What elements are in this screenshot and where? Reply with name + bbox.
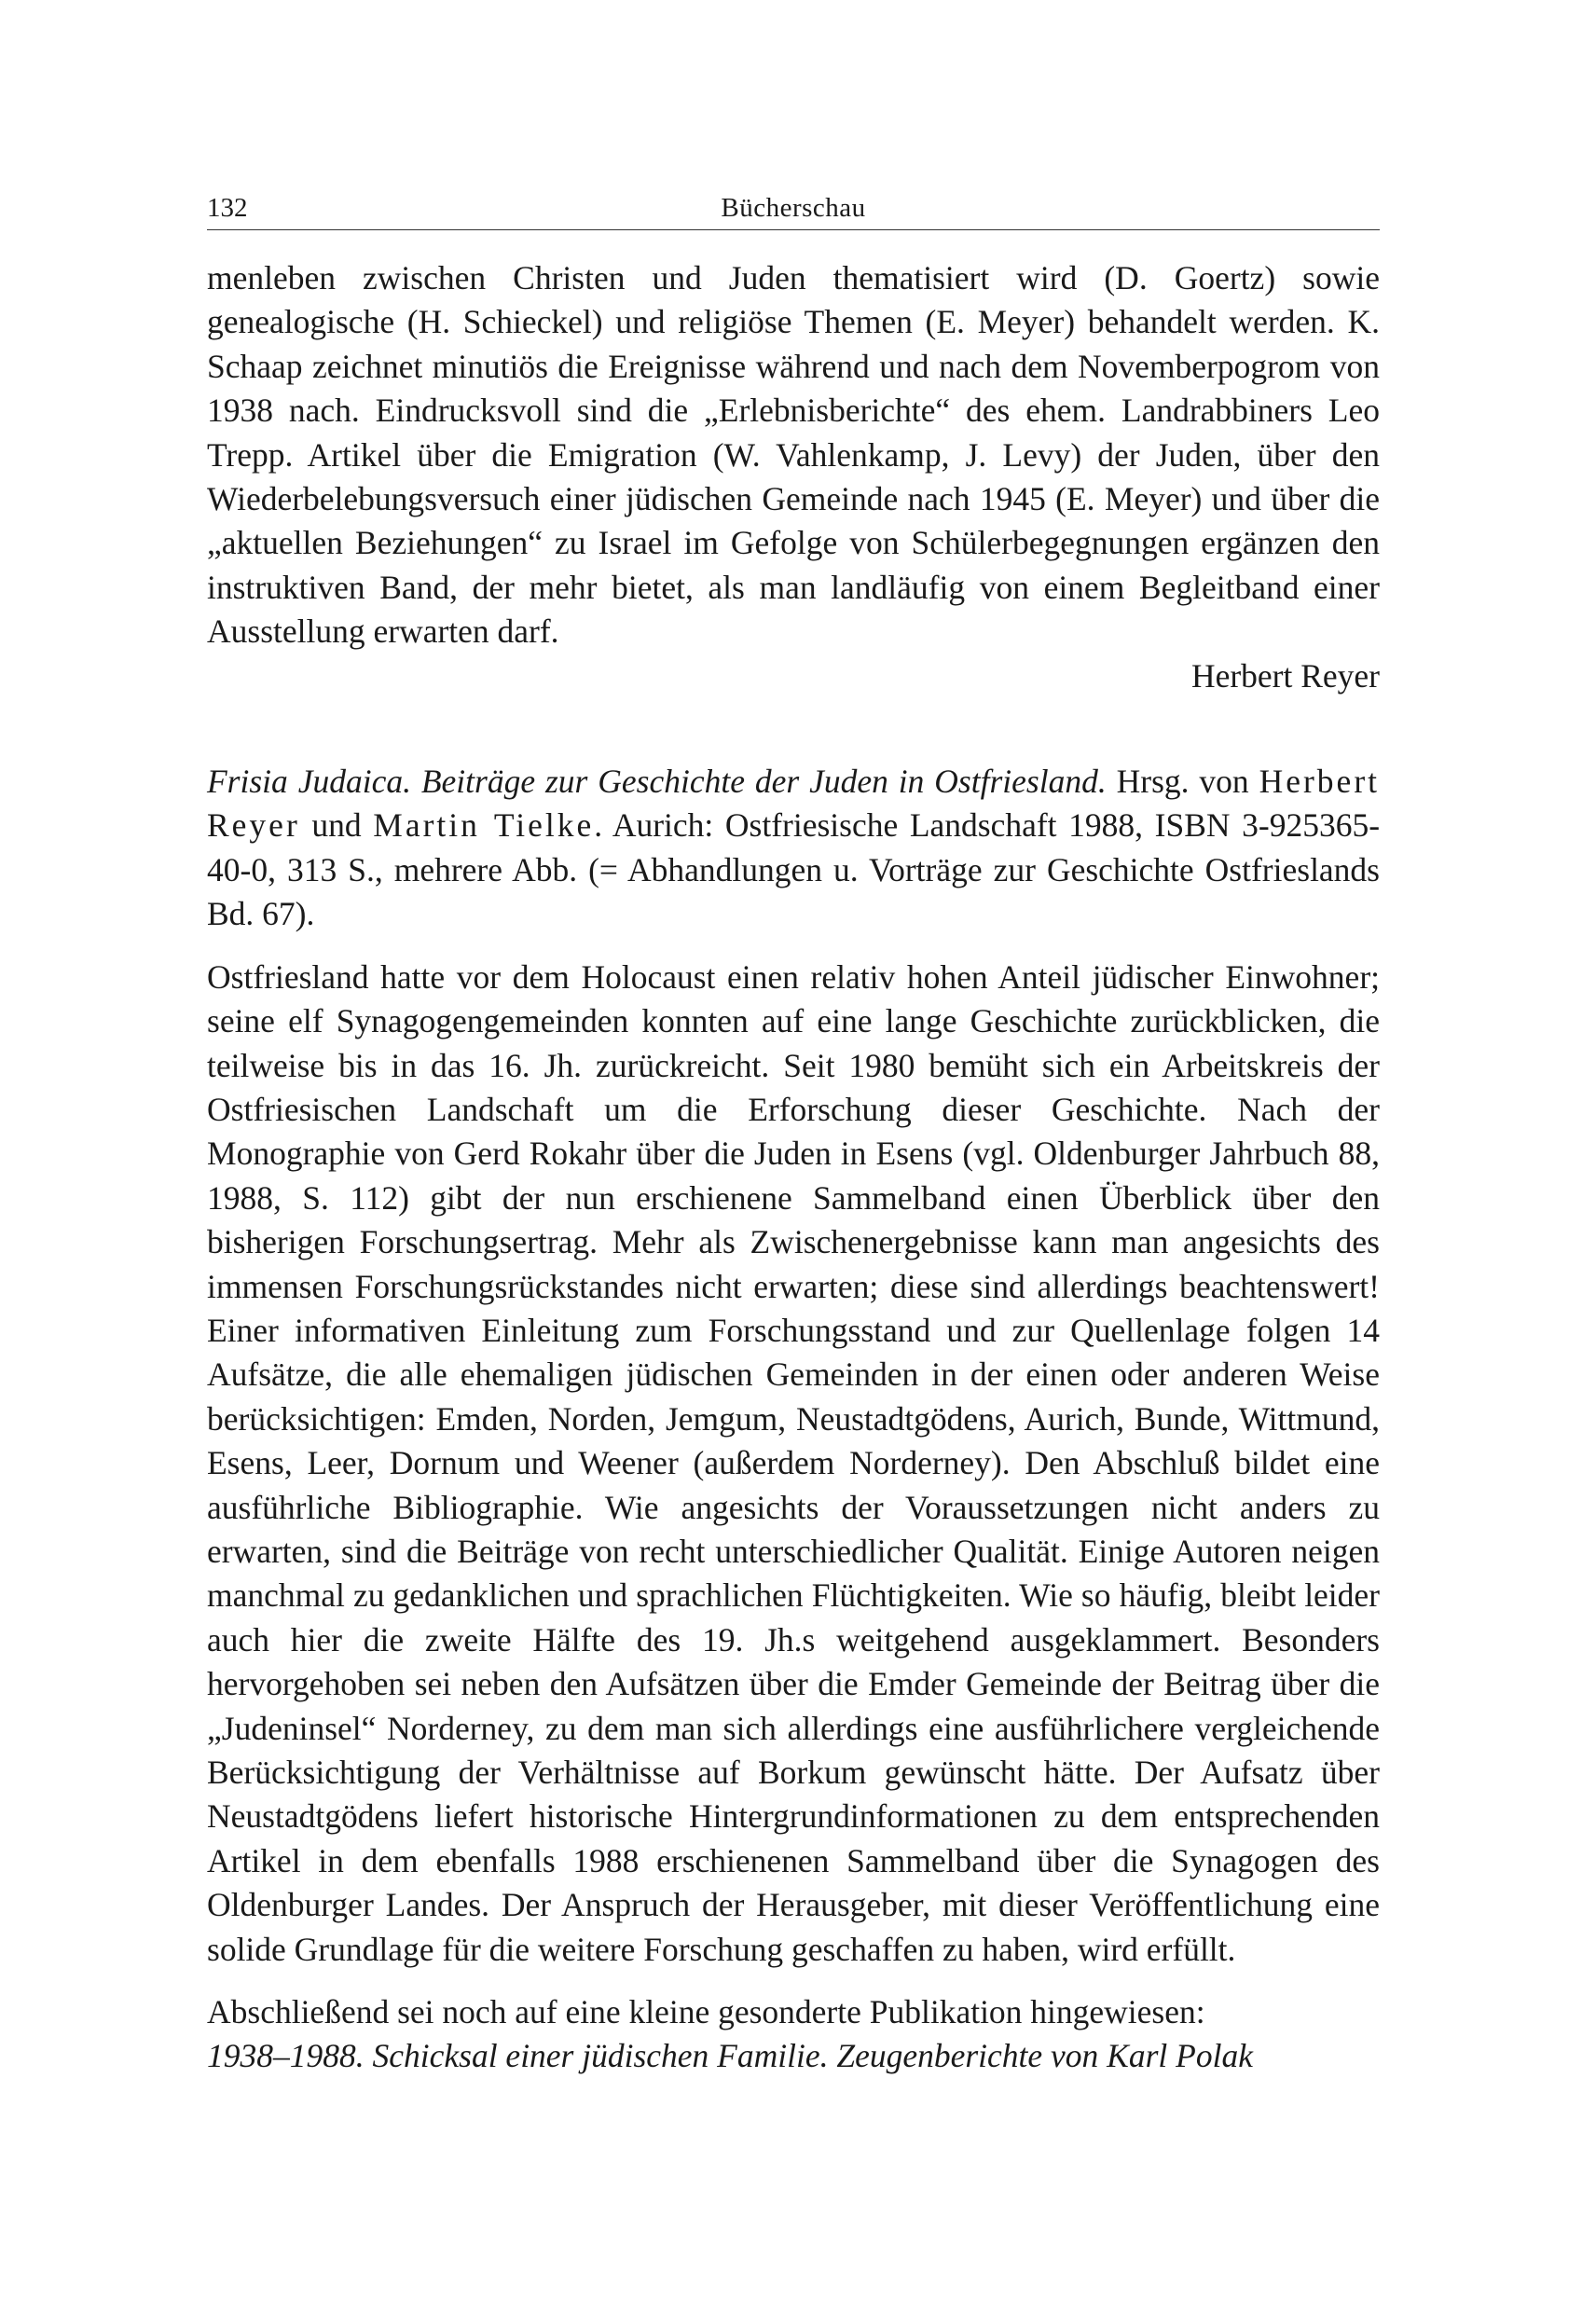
editors-conjunction: und [311, 806, 362, 845]
closing-paragraph [207, 1990, 1380, 2079]
reviewer-signature: Herbert Reyer [1190, 656, 1380, 695]
editor-name: Herbert Reyer [207, 763, 1381, 845]
section-title: Bücherschau [721, 193, 866, 223]
page-content [207, 256, 1380, 2079]
previous-review-text: menleben zwischen Christen und Juden thematisiert wird (D. Goertz) sowie genealogische (H. Schieckel) und religiöse Themen (E. Meyer) behandelt werden. K. Schaap zeichnet minutiös die Ereignisse während und nach dem Novemberpogrom von 1938 nach. Eindrucksvoll sind die „Erlebnisberichte“ des ehem. Landrabbiners Leo Trepp. Artikel über die Emigration (W. Vahlenkamp, J. Levy) der Juden, über den Wiederbelebungsversuch einer jüdischen Gemeinde nach 1945 (E. Meyer) und über die „aktuellen Beziehungen“ zu Israel im Gefolge von Schülerbegegnungen ergänzen den instruktiven Band, der mehr bietet, als man landläufig von einem Begleitband einer Ausstellung erwarten darf. [207, 259, 1380, 651]
page [207, 186, 1380, 2079]
page-number: 132 [207, 193, 248, 223]
book-citation [207, 760, 1380, 937]
running-head [207, 186, 1380, 230]
closing-italic-title: 1938–1988. Schicksal einer jüdischen Familie. Zeugenberichte von Karl Polak [207, 2037, 1253, 2075]
citation-details: . Aurich: Ostfriesische Landschaft 1988, ISBN 3-925365-40-0, 313 S., mehrere Abb. (= Abhandlungen u. Vorträge zur Geschichte Ostfrieslands Bd. 67). [207, 806, 1381, 933]
editor-name: Martin Tielke [373, 806, 595, 845]
review-body: Ostfriesland hatte vor dem Holocaust einen relativ hohen Anteil jüdischer Einwohner; seine elf Synagogengemeinden konnten auf eine lange Geschichte zurückblicken, die teilweise bis in das 16. Jh. zurückreicht. Seit 1980 bemüht sich ein Arbeitskreis der Ostfriesischen Landschaft um die Erforschung dieser Geschichte. Nach der Monographie von Gerd Rokahr über die Juden in Esens (vgl. Oldenburger Jahrbuch 88, 1988, S. 112) gibt der nun erschienene Sammelband einen Überblick über den bisherigen Forschungsertrag. Mehr als Zwischenergebnisse kann man angesichts des immensen Forschungsrückstandes nicht erwarten; diese sind allerdings beachtenswert! Einer informativen Einleitung zum Forschungsstand und zur Quellenlage folgen 14 Aufsätze, die alle ehemaligen jüdischen Gemeinden in der einen oder anderen Weise berücksichtigen: Emden, Norden, Jemgum, Neustadtgödens, Aurich, Bunde, Wittmund, Esens, Leer, Dornum und Weener (außerdem Norderney). Den Abschluß bildet eine ausführliche Bibliographie. Wie angesichts der Voraussetzungen nicht anders zu erwarten, sind die Beiträge von recht unterschiedlicher Qualität. Einige Autoren neigen manchmal zu gedanklichen und sprachlichen Flüchtigkeiten. Wie so häufig, bleibt leider auch hier die zweite Hälfte des 19. Jh.s weitgehend ausgeklammert. Besonders hervorgehoben sei neben den Aufsätzen über die Emder Gemeinde der Beitrag über die „Judeninsel“ Norderney, zu dem man sich allerdings eine ausführlichere vergleichende Berücksichtigung der Verhältnisse auf Borkum gewünscht hätte. Der Aufsatz über Neustadtgödens liefert historische Hintergrundinformationen zu dem entsprechenden Artikel in dem ebenfalls 1988 erschienenen Sammelband über die Synagogen des Oldenburger Landes. Der Anspruch der Herausgeber, mit dieser Veröffentlichung eine solide Grundlage für die weitere Forschung geschaffen zu haben, wird erfüllt. [207, 957, 1380, 1968]
closing-text: Abschließend sei noch auf eine kleine gesonderte Publikation hingewiesen: [207, 1993, 1205, 2031]
book-title: Frisia Judaica. Beiträge zur Geschichte der Juden in Ostfriesland. [207, 763, 1107, 801]
editors-prefix: Hrsg. von [1116, 763, 1249, 801]
